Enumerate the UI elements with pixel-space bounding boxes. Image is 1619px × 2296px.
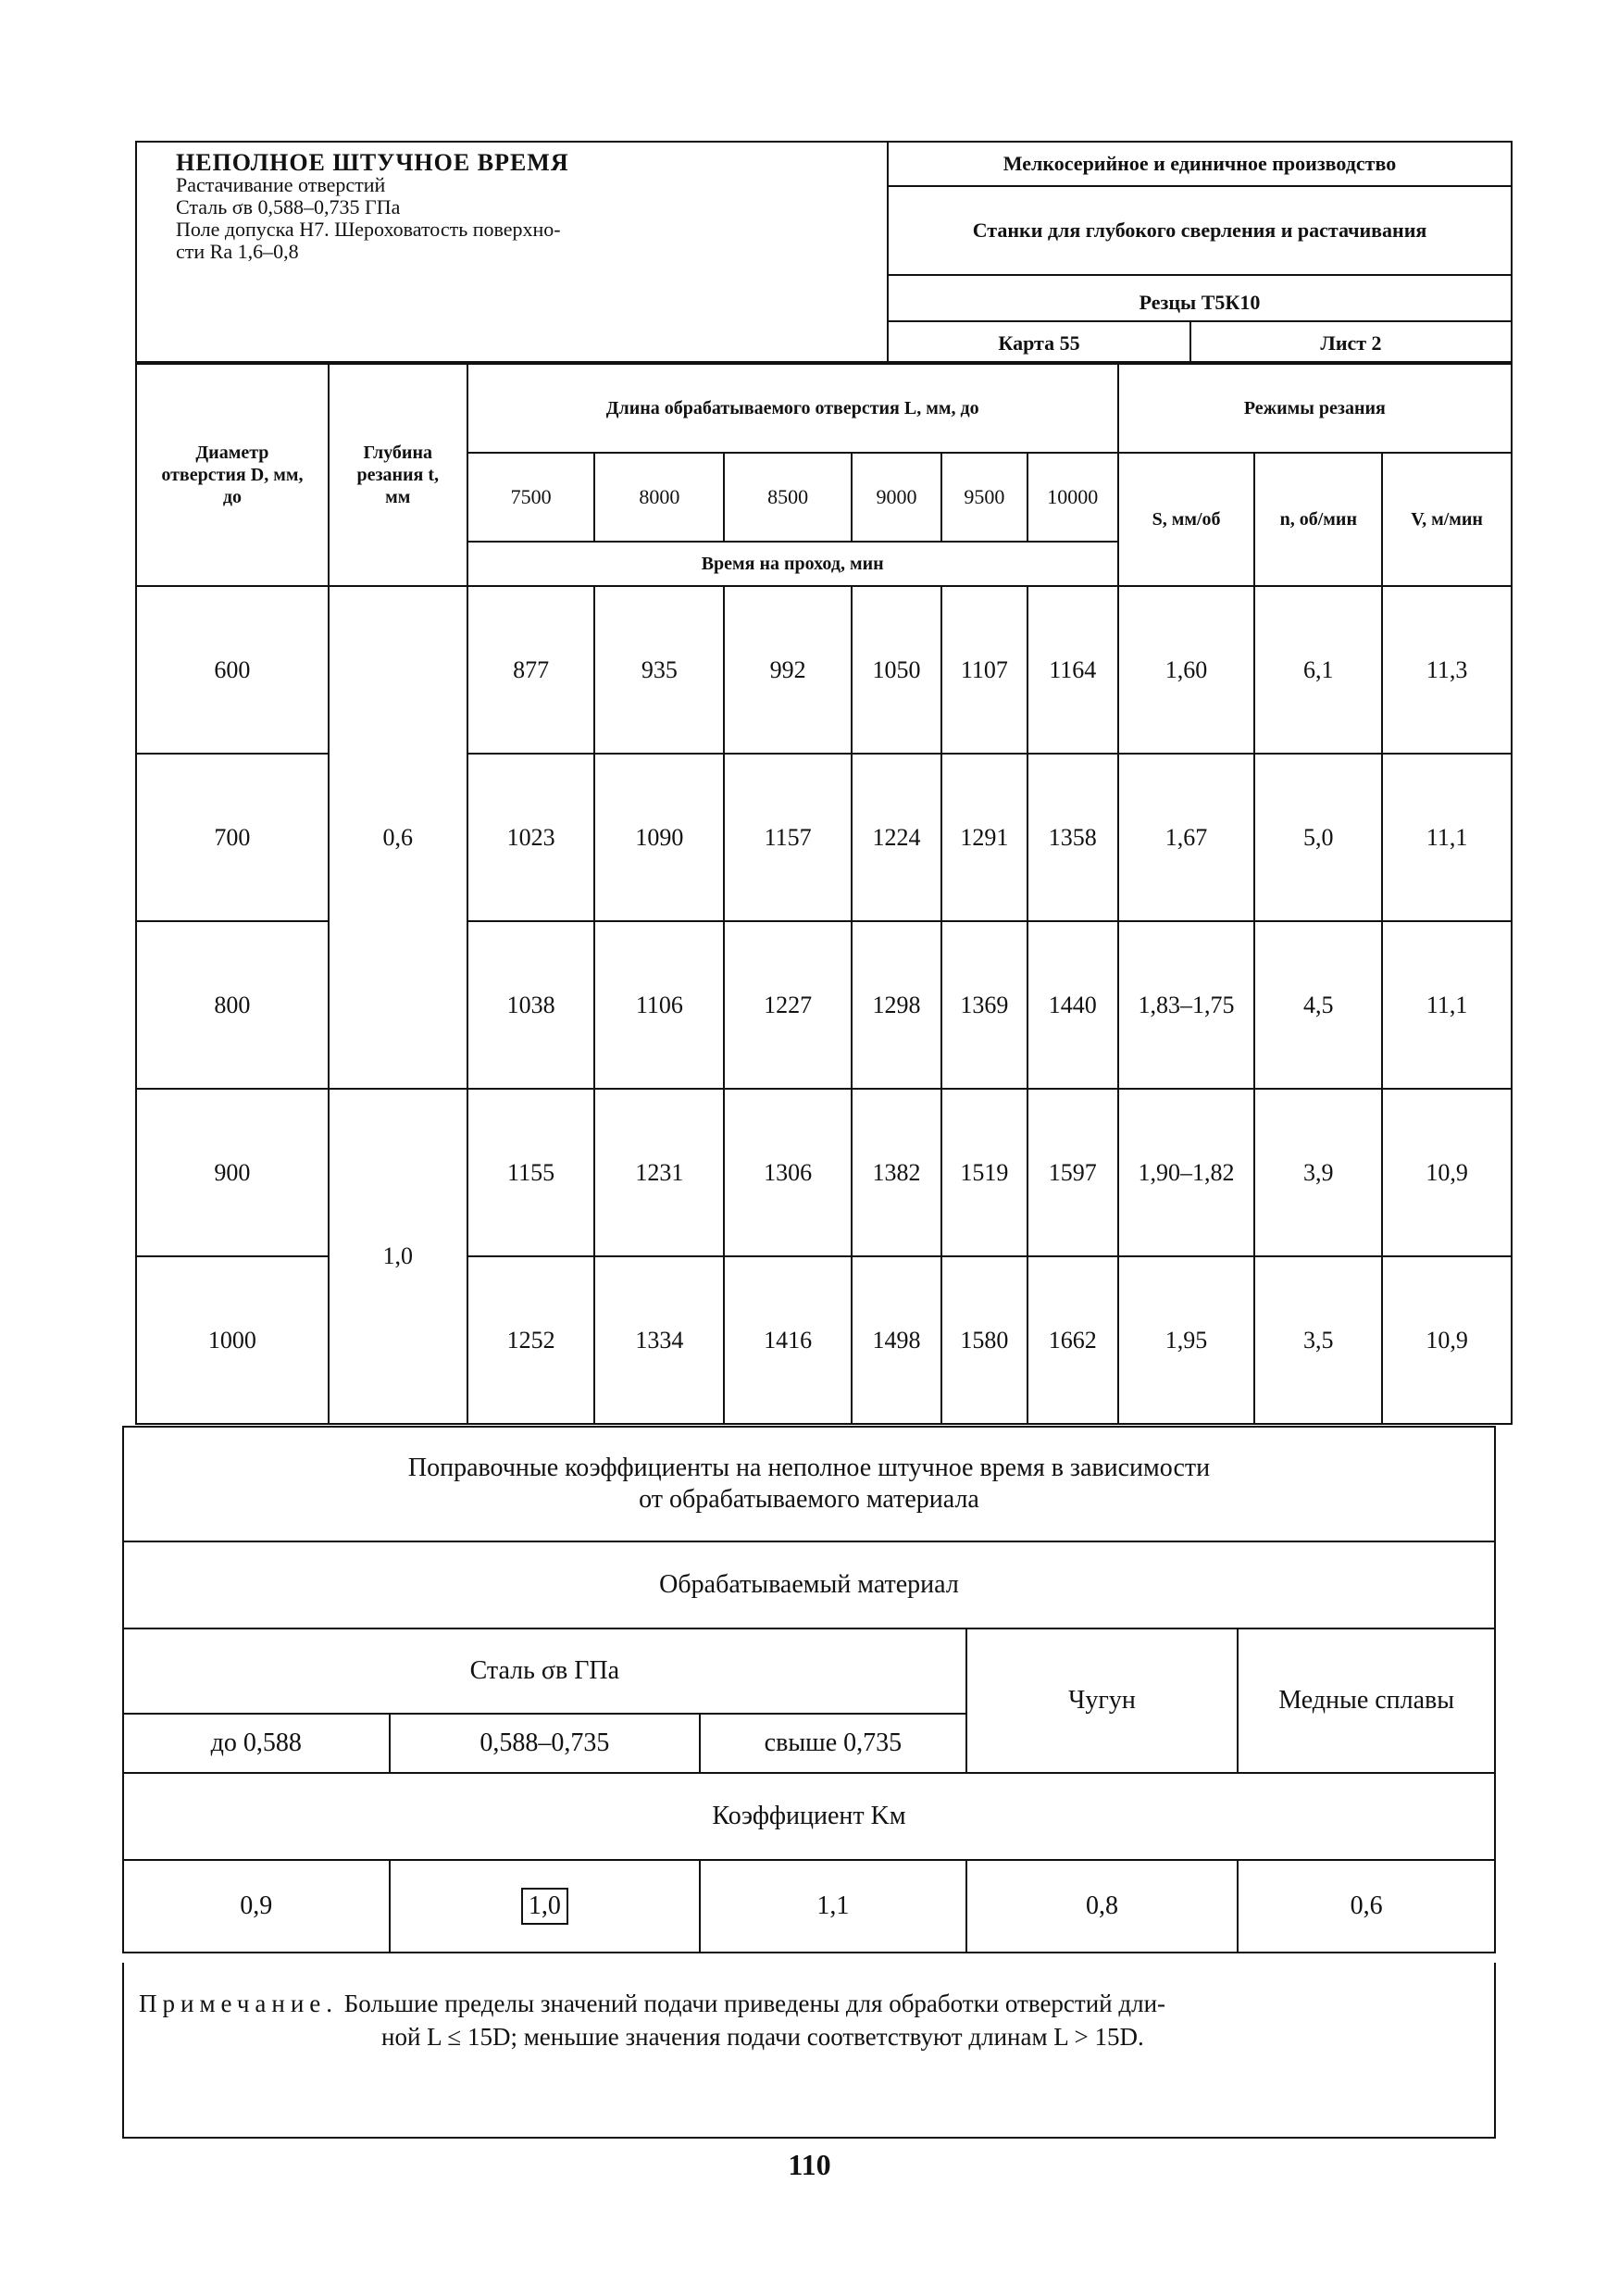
- rpm-cell: 5,0: [1254, 754, 1382, 921]
- time-cell: 1440: [1027, 921, 1118, 1089]
- steel-range: 0,588–0,735: [390, 1714, 701, 1773]
- col-header-modes: Режимы резания: [1118, 364, 1512, 453]
- time-cell: 1358: [1027, 754, 1118, 921]
- velocity-cell: 10,9: [1382, 1089, 1512, 1256]
- feed-cell: 1,90–1,82: [1118, 1089, 1255, 1256]
- page-number: 110: [788, 2148, 831, 2181]
- velocity-cell: 11,1: [1382, 754, 1512, 921]
- coef-label: Коэффициент Kм: [123, 1773, 1495, 1860]
- time-cell: 1334: [594, 1256, 724, 1424]
- diameter-cell: 800: [136, 921, 329, 1089]
- time-cell: 1227: [724, 921, 852, 1089]
- time-cell: 1038: [467, 921, 595, 1089]
- material-label: Обрабатываемый материал: [123, 1541, 1495, 1628]
- velocity-cell: 11,3: [1382, 586, 1512, 754]
- header-machines: Станки для глубокого сверления и растачивания: [889, 187, 1511, 276]
- steel-range: до 0,588: [123, 1714, 390, 1773]
- note-label: Примечание.: [139, 1990, 339, 2017]
- col-header-depth: Глубина резания t, мм: [329, 364, 467, 586]
- correction-title-line2: от обрабатываемого материала: [639, 1485, 979, 1514]
- steel-range: свыше 0,735: [700, 1714, 966, 1773]
- coef-value: 0,8: [966, 1860, 1239, 1953]
- length-8000: 8000: [594, 453, 724, 542]
- header-production: Мелкосерийное и единичное производство: [889, 143, 1511, 187]
- time-cell: 1597: [1027, 1089, 1118, 1256]
- header-sheet: Лист 2: [1320, 331, 1382, 355]
- col-header-diameter: Диаметр отверстия D, мм, до: [136, 364, 329, 586]
- time-cell: 1498: [852, 1256, 941, 1424]
- time-cell: 1382: [852, 1089, 941, 1256]
- header-card: Карта 55: [889, 322, 1191, 365]
- mode-speed-rpm: n, об/мин: [1254, 453, 1382, 586]
- header-description: [137, 143, 889, 361]
- correction-table: [122, 1426, 1496, 1953]
- coef-value-highlighted: [390, 1860, 701, 1953]
- coef-value: 1,1: [700, 1860, 966, 1953]
- time-cell: 1155: [467, 1089, 595, 1256]
- correction-title-line1: Поправочные коэффициенты на неполное штучное время в зависимости: [407, 1454, 1211, 1482]
- time-cell: 1164: [1027, 586, 1118, 754]
- copper-label: Медные сплавы: [1238, 1628, 1495, 1773]
- time-cell: 935: [594, 586, 724, 754]
- coef-box: 1,0: [521, 1888, 568, 1925]
- time-cell: 1023: [467, 754, 595, 921]
- header-tolerance-line2: сти Ra 1,6–0,8: [176, 240, 299, 263]
- feed-cell: 1,60: [1118, 586, 1255, 754]
- length-9500: 9500: [941, 453, 1027, 542]
- coef-value: 0,9: [123, 1860, 390, 1953]
- length-9000: 9000: [852, 453, 941, 542]
- length-10000: 10000: [1027, 453, 1118, 542]
- rpm-cell: 4,5: [1254, 921, 1382, 1089]
- time-cell: 1416: [724, 1256, 852, 1424]
- length-7500: 7500: [467, 453, 595, 542]
- time-cell: 1519: [941, 1089, 1027, 1256]
- correction-title: [123, 1427, 1495, 1541]
- velocity-cell: 11,1: [1382, 921, 1512, 1089]
- time-cell: 1298: [852, 921, 941, 1089]
- depth-cell: 1,0: [329, 1089, 467, 1424]
- time-cell: 1090: [594, 754, 724, 921]
- diameter-cell: 900: [136, 1089, 329, 1256]
- diameter-cell: 1000: [136, 1256, 329, 1424]
- mode-feed: S, мм/об: [1118, 453, 1255, 586]
- steel-label: Сталь σв ГПа: [123, 1628, 966, 1714]
- col-header-length: Длина обрабатываемого отверстия L, мм, до: [467, 364, 1118, 453]
- time-cell: 1157: [724, 754, 852, 921]
- depth-cell: 0,6: [329, 586, 467, 1089]
- time-cell: 877: [467, 586, 595, 754]
- velocity-cell: 10,9: [1382, 1256, 1512, 1424]
- card-header: [135, 141, 1513, 363]
- time-cell: 1369: [941, 921, 1027, 1089]
- note-line1: Большие пределы значений подачи приведены для обработки отверстий дли-: [343, 1990, 1166, 2017]
- feed-cell: 1,67: [1118, 754, 1255, 921]
- note-line2: ной L ≤ 15D; меньшие значения подачи соответствуют длинам L > 15D.: [381, 2023, 1144, 2051]
- cutting-time-table: [135, 363, 1513, 1425]
- table-row: [136, 1089, 1512, 1256]
- header-title: НЕПОЛНОЕ ШТУЧНОЕ ВРЕМЯ: [176, 149, 569, 176]
- header-cutters: Резцы Т5К10: [889, 276, 1511, 322]
- rpm-cell: 6,1: [1254, 586, 1382, 754]
- time-label: Время на проход, мин: [467, 542, 1118, 586]
- time-cell: 1106: [594, 921, 724, 1089]
- time-cell: 992: [724, 586, 852, 754]
- header-operation: Растачивание отверстий: [176, 173, 386, 196]
- rpm-cell: 3,9: [1254, 1089, 1382, 1256]
- time-cell: 1231: [594, 1089, 724, 1256]
- time-cell: 1050: [852, 586, 941, 754]
- note-block: [122, 1963, 1496, 2139]
- header-info: [889, 143, 1511, 361]
- feed-cell: 1,95: [1118, 1256, 1255, 1424]
- mode-velocity: V, м/мин: [1382, 453, 1512, 586]
- header-tolerance-line1: Поле допуска Н7. Шероховатость поверхно-: [176, 218, 561, 241]
- time-cell: 1107: [941, 586, 1027, 754]
- time-cell: 1306: [724, 1089, 852, 1256]
- time-cell: 1224: [852, 754, 941, 921]
- diameter-cell: 600: [136, 586, 329, 754]
- header-material: Сталь σв 0,588–0,735 ГПа: [176, 195, 401, 218]
- time-cell: 1580: [941, 1256, 1027, 1424]
- table-row: [136, 586, 1512, 754]
- time-cell: 1291: [941, 754, 1027, 921]
- feed-cell: 1,83–1,75: [1118, 921, 1255, 1089]
- coef-value: 0,6: [1238, 1860, 1495, 1953]
- length-8500: 8500: [724, 453, 852, 542]
- time-cell: 1662: [1027, 1256, 1118, 1424]
- rpm-cell: 3,5: [1254, 1256, 1382, 1424]
- time-cell: 1252: [467, 1256, 595, 1424]
- cast-iron-label: Чугун: [966, 1628, 1239, 1773]
- diameter-cell: 700: [136, 754, 329, 921]
